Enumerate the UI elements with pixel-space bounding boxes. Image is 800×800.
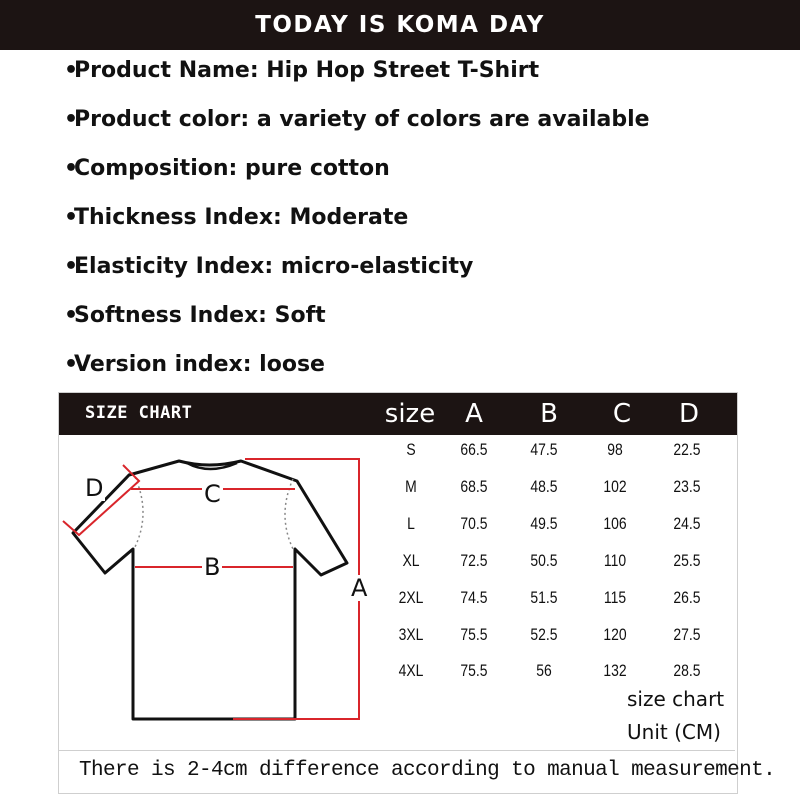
spec-elasticity bbox=[64, 254, 650, 303]
spec-text: Softness Index: Soft bbox=[74, 303, 326, 328]
label-a: A bbox=[351, 574, 368, 602]
bullet: • bbox=[64, 58, 79, 83]
bullet: • bbox=[64, 107, 79, 132]
cell-size: L bbox=[407, 514, 415, 533]
spec-composition bbox=[64, 156, 650, 205]
cell-b: 52.5 bbox=[530, 625, 558, 644]
header-c: C bbox=[612, 399, 632, 429]
spec-text: Version index: loose bbox=[74, 352, 325, 377]
cell-d: 25.5 bbox=[673, 551, 701, 570]
header-a: A bbox=[465, 399, 483, 429]
bullet: • bbox=[64, 254, 79, 279]
cell-d: 28.5 bbox=[673, 661, 701, 680]
bullet: • bbox=[64, 352, 79, 377]
cell-a: 70.5 bbox=[460, 514, 488, 533]
cell-c: 120 bbox=[603, 625, 627, 644]
cell-c: 98 bbox=[607, 440, 623, 459]
label-d: D bbox=[85, 474, 104, 502]
spec-thickness bbox=[64, 205, 650, 254]
size-chart-header bbox=[59, 393, 737, 435]
cell-c: 106 bbox=[603, 514, 627, 533]
cell-a: 75.5 bbox=[460, 661, 488, 680]
cell-c: 132 bbox=[603, 661, 627, 680]
bullet: • bbox=[64, 303, 79, 328]
spec-text: Thickness Index: Moderate bbox=[74, 205, 409, 230]
cell-size: 2XL bbox=[398, 588, 424, 607]
cell-b: 47.5 bbox=[530, 440, 558, 459]
cell-b: 50.5 bbox=[530, 551, 558, 570]
cell-a: 74.5 bbox=[460, 588, 488, 607]
cell-d: 22.5 bbox=[673, 440, 701, 459]
bullet: • bbox=[64, 156, 79, 181]
cell-c: 102 bbox=[603, 477, 627, 496]
cell-d: 23.5 bbox=[673, 477, 701, 496]
size-chart-title: SIZE CHART bbox=[85, 403, 193, 423]
cell-d: 27.5 bbox=[673, 625, 701, 644]
banner-title: TODAY IS KOMA DAY bbox=[255, 12, 545, 38]
cell-d: 24.5 bbox=[673, 514, 701, 533]
cell-size: M bbox=[405, 477, 417, 496]
size-chart-panel bbox=[58, 392, 776, 794]
label-c: C bbox=[204, 480, 221, 508]
bullet: • bbox=[64, 205, 79, 230]
label-b: B bbox=[204, 553, 221, 581]
header-size: size bbox=[384, 399, 436, 429]
spec-text: Product color: a variety of colors are available bbox=[74, 107, 650, 132]
spec-text: Product Name: Hip Hop Street T-Shirt bbox=[74, 58, 540, 83]
cell-size: XL bbox=[402, 551, 420, 570]
header-d: D bbox=[678, 399, 700, 429]
cell-size: 3XL bbox=[398, 625, 424, 644]
cell-c: 115 bbox=[603, 588, 627, 607]
cell-c: 110 bbox=[603, 551, 627, 570]
cell-a: 66.5 bbox=[460, 440, 488, 459]
spec-text: Composition: pure cotton bbox=[74, 156, 390, 181]
spec-product-color bbox=[64, 107, 650, 156]
header-b: B bbox=[540, 399, 558, 429]
cell-d: 26.5 bbox=[673, 588, 701, 607]
cell-a: 75.5 bbox=[460, 625, 488, 644]
cell-b: 51.5 bbox=[530, 588, 558, 607]
size-chart-caption: size chart bbox=[627, 687, 725, 711]
spec-text: Elasticity Index: micro-elasticity bbox=[74, 254, 474, 279]
product-spec-list bbox=[64, 58, 650, 401]
measurement-note: There is 2-4cm difference according to manual measurement. bbox=[79, 759, 776, 782]
cell-size: 4XL bbox=[398, 661, 424, 680]
unit-caption: Unit (CM) bbox=[627, 720, 721, 744]
cell-b: 49.5 bbox=[530, 514, 558, 533]
cell-a: 72.5 bbox=[460, 551, 488, 570]
cell-b: 56 bbox=[536, 661, 552, 680]
measurement-note-box bbox=[59, 750, 776, 791]
cell-a: 68.5 bbox=[460, 477, 488, 496]
spec-product-name bbox=[64, 58, 650, 107]
cell-size: S bbox=[406, 440, 416, 459]
cell-b: 48.5 bbox=[530, 477, 558, 496]
spec-softness bbox=[64, 303, 650, 352]
top-banner bbox=[0, 0, 800, 50]
